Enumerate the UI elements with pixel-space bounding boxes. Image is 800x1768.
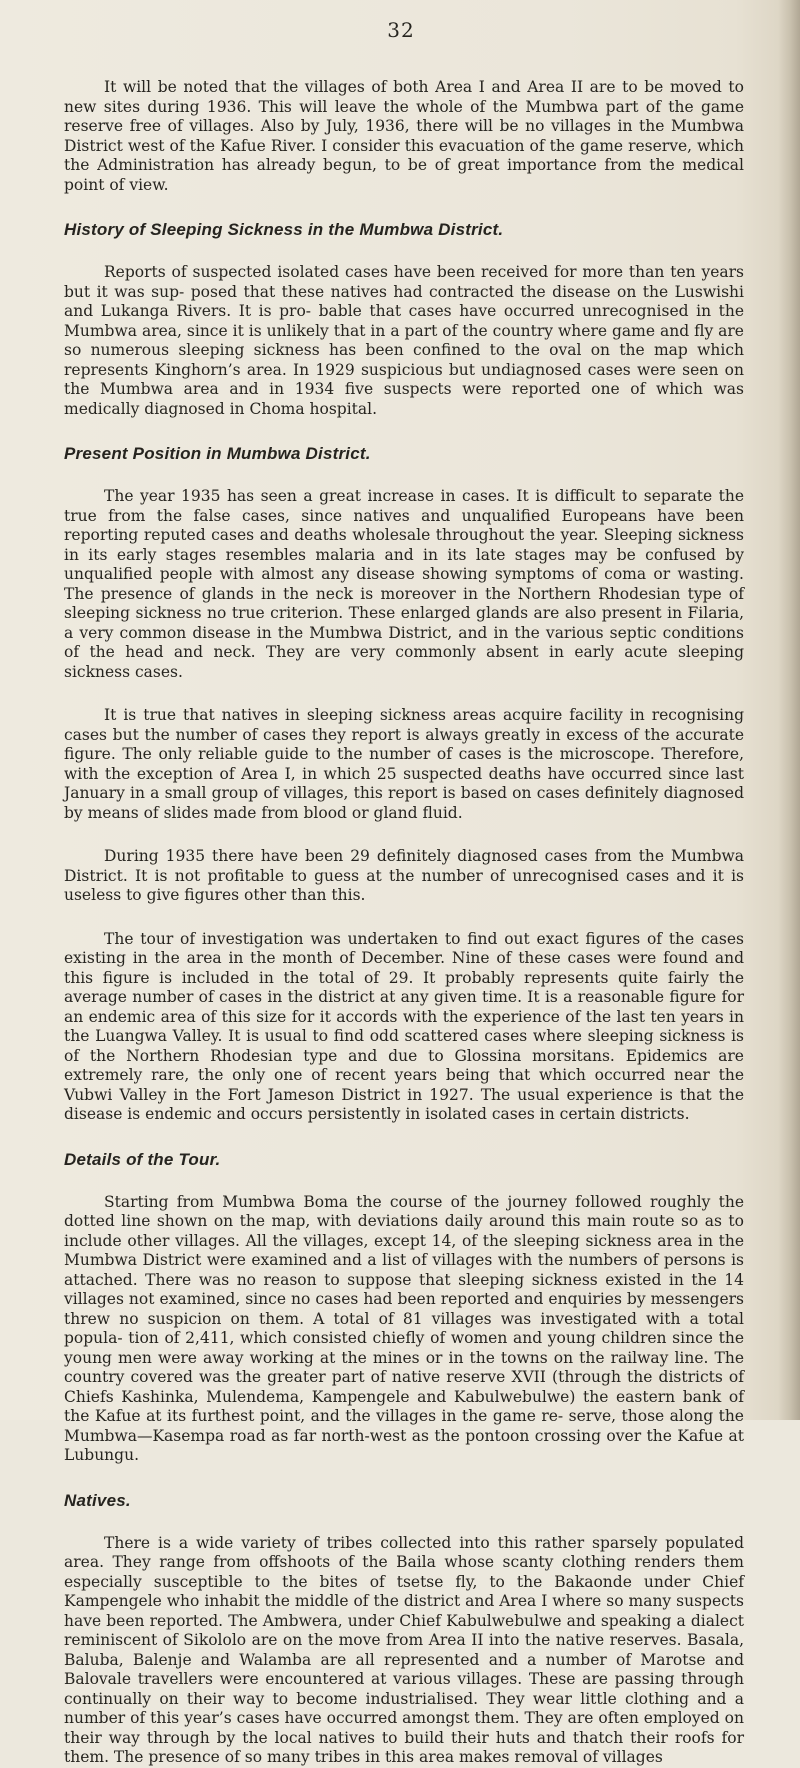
present-position-paragraph-2: It is true that natives in sleeping sickness areas acquire facility in recognising cases but the number of cases they report is always greatly in excess of the accurate figure. The only reliable guide to the number of cases is the microscope. Therefore, with the exception of Area I, in which 25 suspected deaths have occurred since last January in a small group of villages, this report is based on cases definitely diagnosed by means of slides made from blood or gland fluid. bbox=[64, 706, 744, 822]
page-number: 32 bbox=[387, 18, 415, 42]
natives-paragraph-1: There is a wide variety of tribes collected into this rather sparsely populated area. They range from offshoots of the Baila whose scanty clothing renders them especially susceptible to the bites of tsetse fly, to the Bakaonde under Chief Kampengele who inhabit the middle of the district and Area I where so many suspects have been reported. The Ambwera, under Chief Kabulwebulwe and speaking a dialect reminiscent of Sikololo are on the move from Area II into the native reserves. Basala, Baluba, Balenje and Walamba are all represented and a number of Marotse and Balovale travellers were encountered at various villages. These are passing through continually on their way to become industrialised. They wear little clothing and a number of this year’s cases have occurred amongst them. They are often employed on their way through by the local natives to build their huts and thatch their roofs for them. The presence of so many tribes in this area makes removal of villages bbox=[64, 1533, 744, 1766]
present-position-paragraph-3: During 1935 there have been 29 definitely diagnosed cases from the Mumbwa District. It is not profitable to guess at the number of unrecognised cases and it is useless to give figures other than this. bbox=[64, 847, 744, 904]
details-of-tour-paragraph-1: Starting from Mumbwa Boma the course of the journey followed roughly the dotted line shown on the map, with deviations daily around this main route so as to include other villages. All the villages, except 14, of the sleeping sickness area in the Mumbwa District were examined and a list of villages with the numbers of persons is attached. There was no reason to suppose that sleeping sickness existed in the 14 villages not examined, since no cases had been reported and enquiries by messengers threw no suspicion on them. A total of 81 villages was investigated with a total popula- tion of 2,411, which consisted chiefly of women and young children since the young men were away working at the mines or in the towns on the railway line. The country covered was the greater part of native reserve XVII (through the districts of Chiefs Kashinka, Mulendema, Kampengele and Kabulwebulwe) the eastern bank of the Kafue at its furthest point, and the villages in the game re- serve, those along the Mumbwa—Kasempa road as far north-west as the pontoon crossing over the Kafue at Lubungu. bbox=[64, 1192, 744, 1464]
present-position-paragraph-1: The year 1935 has seen a great increase in cases. It is difficult to separate the true from the false cases, since natives and unqualified Europeans have been reporting reputed cases and deaths wholesale throughout the year. Sleeping sickness in its early stages resembles malaria and in its late stages may be confused by unqualified people with almost any disease showing symptoms of coma or wasting. The presence of glands in the neck is moreover in the Northern Rhodesian type of sleeping sickness no true criterion. These enlarged glands are also present in Filaria, a very common disease in the Mumbwa District, and in the various septic conditions of the head and neck. They are very commonly absent in early acute sleeping sickness cases. bbox=[64, 487, 744, 681]
page-edge-shadow bbox=[778, 0, 800, 1420]
section-heading-details-of-tour: Details of the Tour. bbox=[64, 1149, 221, 1169]
history-paragraph-1: Reports of suspected isolated cases have been received for more than ten years but it was sup- posed that these natives had contracted the disease on the Luswishi and Lukanga Rivers. It is pro- bable that cases have occurred unrecognised in the Mumbwa area, since it is unlikely that in a part of the country where game and fly are so numerous sleeping sickness has been confined to the oval on the map which represents Kinghorn’s area. In 1929 suspicious but undiagnosed cases were seen on the Mumbwa area and in 1934 five suspects were reported one of which was medically diagnosed in Choma hospital. bbox=[64, 263, 744, 418]
section-heading-present-position: Present Position in Mumbwa District. bbox=[64, 444, 371, 463]
document-body bbox=[64, 78, 744, 1768]
intro-paragraph: It will be noted that the villages of both Area I and Area II are to be moved to new sites during 1936. This will leave the whole of the Mumbwa part of the game reserve free of villages. Also by July, 1936, there will be no villages in the Mumbwa District west of the Kafue River. I consider this evacuation of the game reserve, which the Administration has already begun, to be of great importance from the medical point of view. bbox=[64, 78, 744, 194]
present-position-paragraph-4: The tour of investigation was undertaken to find out exact figures of the cases existing in the area in the month of December. Nine of these cases were found and this figure is included in the total of 29. It probably represents quite fairly the average number of cases in the district at any given time. It is a reasonable figure for an endemic area of this size for it accords with the experience of the last ten years in the Luangwa Valley. It is usual to find odd scattered cases where sleeping sickness is of the Northern Rhodesian type and due to Glossina morsitans. Epidemics are extremely rare, the only one of recent years being that which occurred near the Vubwi Valley in the Fort Jameson District in 1927. The usual experience is that the disease is endemic and occurs persistently in isolated cases in certain districts. bbox=[64, 929, 744, 1123]
section-heading-natives: Natives. bbox=[64, 1490, 131, 1510]
section-heading-history: History of Sleeping Sickness in the Mumbwa District. bbox=[64, 220, 504, 239]
